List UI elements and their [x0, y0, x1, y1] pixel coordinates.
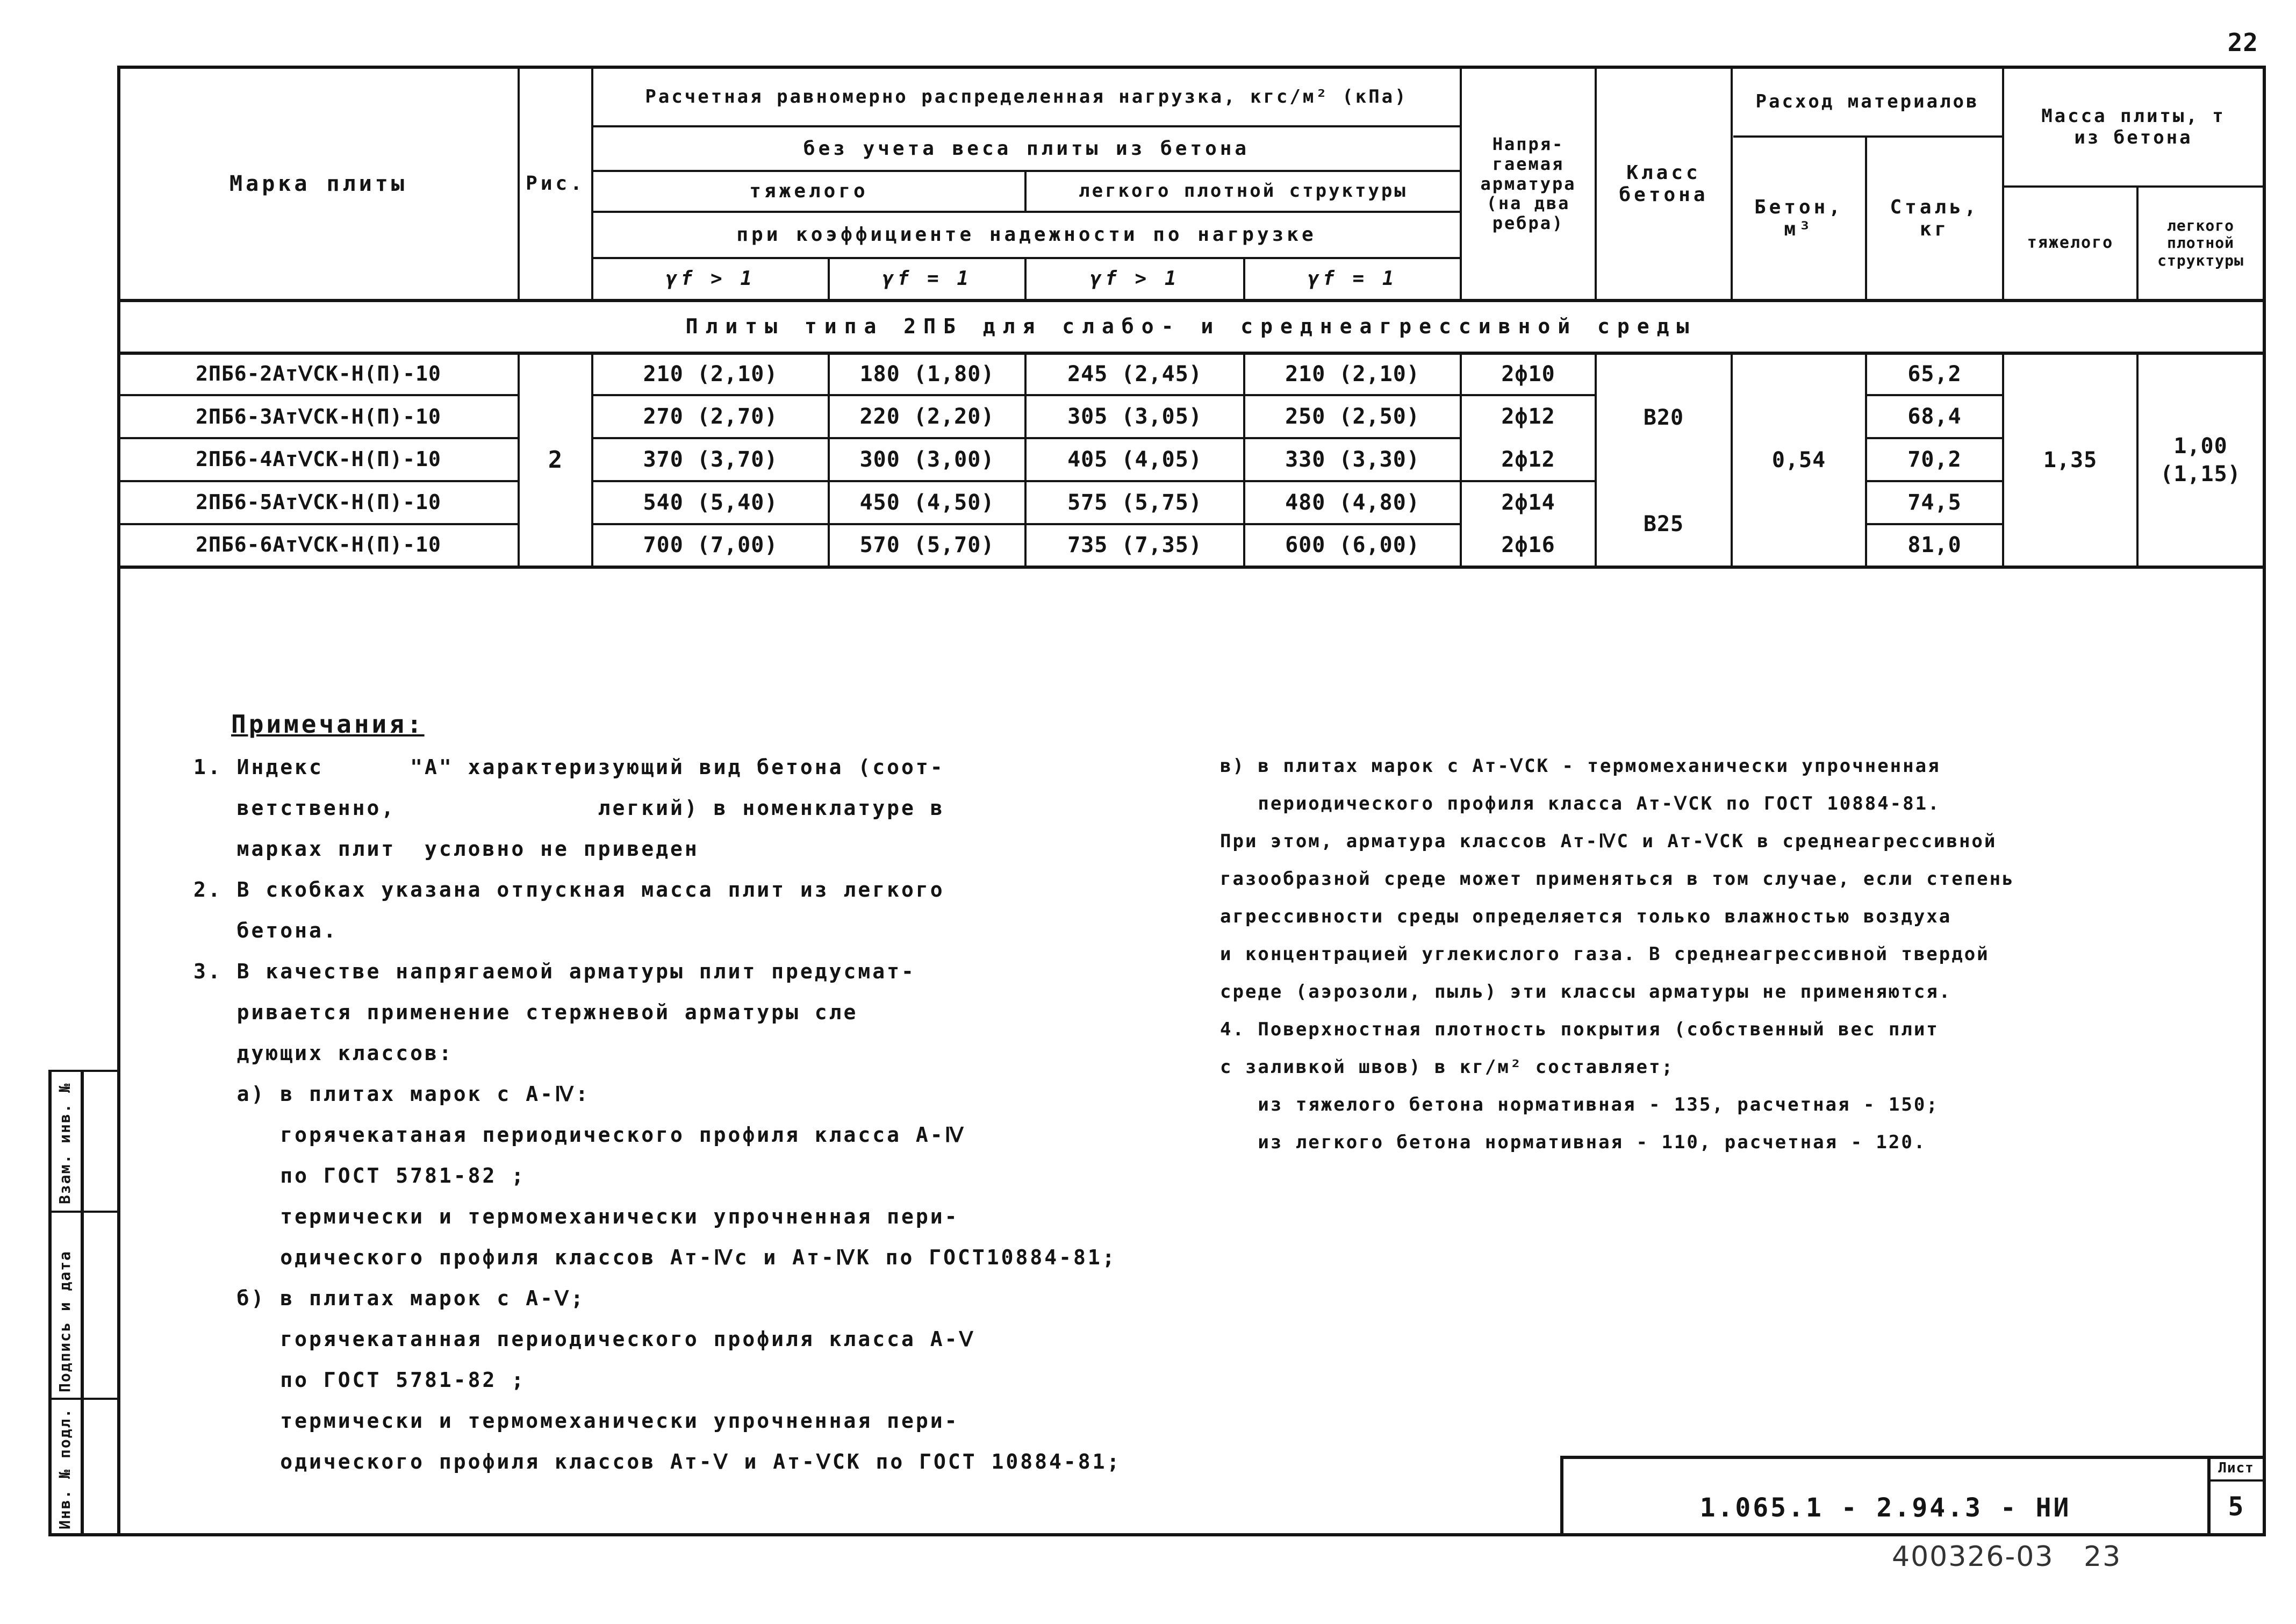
header-light: легкого плотной структуры [1079, 180, 1408, 202]
label-sign-date: Подпись и дата [56, 1250, 74, 1392]
note-line-left: термически и термомеханически упрочненная пери- [193, 1409, 959, 1433]
note-line-right: из легкого бетона нормативная - 110, расчетная - 120. [1220, 1132, 1927, 1153]
row-rebar: 2ф14 [1501, 490, 1555, 515]
row-mark: 2ПБ6-5АтⅤСК-Н(П)-10 [196, 490, 441, 514]
binding-strip-top [48, 1070, 118, 1072]
row-load-light-gf-eq: 250 (2,50) [1285, 404, 1420, 430]
section-title: Плиты типа 2ПБ для слабо- и среднеагрессивной среды [685, 314, 1697, 339]
row-load-heavy-gf-gt: 270 (2,70) [643, 404, 778, 430]
note-line-right: При этом, арматура классов Ат-ⅣС и Ат-ⅤСК в среднеагрессивной [1220, 831, 1997, 852]
row-steel: 68,4 [1907, 404, 1962, 430]
grid-h-row-1c [1865, 394, 2002, 396]
header-gf-4: γf = 1 [1308, 268, 1397, 290]
row-load-light-gf-gt: 575 (5,75) [1067, 490, 1202, 515]
note-line-left: 1. Индекс "А" характеризующий вид бетона (соот- [193, 755, 945, 779]
header-load: Расчетная равномерно распределенная нагрузка, кгс/м² (кПа) [645, 85, 1408, 108]
binding-divider-2 [48, 1398, 118, 1400]
binding-strip-mid [81, 1070, 84, 1536]
header-gf-2: γf = 1 [882, 268, 972, 290]
page-number: 22 [2227, 28, 2258, 57]
note-line-right: и концентрацией углекислого газа. В среднеагрессивной твердой [1220, 943, 1990, 965]
binding-strip-left [48, 1070, 52, 1536]
header-coef: при коэффициенте надежности по нагрузке [736, 224, 1317, 246]
row-steel: 70,2 [1907, 447, 1962, 472]
notes-title: Примечания: [231, 710, 425, 739]
row-mark: 2ПБ6-2АтⅤСК-Н(П)-10 [196, 361, 441, 385]
note-line-right: периодического профиля класса Ат-ⅤСК по ГОСТ 10884-81. [1220, 793, 1941, 814]
row-rebar: 2ф12 [1501, 447, 1555, 472]
note-line-right: в) в плитах марок с Ат-ⅤСК - термомеханически упрочненная [1220, 755, 1941, 777]
row-load-heavy-gf-gt: 370 (3,70) [643, 447, 778, 472]
note-line-left: одического профиля классов Ат-Ⅳс и Ат-ⅣК по ГОСТ10884-81; [193, 1246, 1117, 1269]
header-heavy: тяжелого [749, 180, 869, 203]
header-mass-light: легкого плотной структуры [2157, 217, 2244, 269]
note-line-left: ветственно, легкий) в номенклатуре в [193, 796, 945, 820]
note-line-left: по ГОСТ 5781-82 ; [193, 1164, 526, 1187]
row-load-light-gf-gt: 245 (2,45) [1067, 361, 1202, 387]
mass-light-value: 1,00 (1,15) [2160, 434, 2241, 487]
row-mark: 2ПБ6-3АтⅤСК-Н(П)-10 [196, 404, 441, 428]
row-steel: 74,5 [1907, 490, 1962, 515]
header-fig: Рис. [526, 173, 585, 195]
note-line-right: газообразной среде может применяться в том случае, если степень [1220, 868, 2015, 890]
fig-value: 2 [548, 446, 563, 474]
header-rebar: Напря- гаемая арматура (на два ребра) [1480, 134, 1576, 234]
header-mass-heavy: тяжелого [2027, 233, 2114, 253]
class-b20: В20 [1643, 405, 1684, 430]
row-load-light-gf-eq: 600 (6,00) [1285, 533, 1420, 558]
note-line-right: с заливкой швов) в кг/м² составляет; [1220, 1056, 1674, 1078]
note-line-right: агрессивности среды определяется только влажностью воздуха [1220, 906, 1952, 927]
row-load-light-gf-eq: 330 (3,30) [1285, 447, 1420, 472]
row-rebar: 2ф10 [1501, 361, 1555, 387]
row-load-light-gf-gt: 405 (4,05) [1067, 447, 1202, 472]
header-without-weight: без учета веса плиты из бетона [803, 137, 1250, 160]
note-line-left: по ГОСТ 5781-82 ; [193, 1368, 526, 1392]
row-load-heavy-gf-gt: 210 (2,10) [643, 361, 778, 387]
row-mark: 2ПБ6-4АтⅤСК-Н(П)-10 [196, 447, 441, 471]
header-gf-1: γf > 1 [665, 268, 756, 290]
header-concrete-class: Класс бетона [1619, 161, 1709, 206]
note-line-left: марках плит условно не приведен [193, 837, 699, 861]
row-load-heavy-gf-eq: 180 (1,80) [859, 361, 995, 387]
note-line-left: дующих классов: [193, 1041, 454, 1065]
header-steel: Сталь, кг [1890, 196, 1979, 240]
row-rebar: 2ф12 [1501, 404, 1555, 430]
mass-heavy-value: 1,35 [2043, 448, 2098, 473]
grid-h-row-1 [117, 394, 518, 396]
row-steel: 65,2 [1907, 361, 1962, 387]
note-line-left: одического профиля классов Ат-Ⅴ и Ат-ⅤСК по ГОСТ 10884-81; [193, 1450, 1122, 1473]
header-gf-3: γf > 1 [1090, 268, 1180, 290]
row-load-heavy-gf-eq: 300 (3,00) [859, 447, 995, 472]
stamp-top [1560, 1456, 2266, 1459]
note-line-left: б) в плитах марок с А-Ⅴ; [193, 1286, 585, 1310]
stamp-handwritten: 400326-03 23 [1892, 1541, 2122, 1573]
label-inv-dup: Взам. инв. № [56, 1082, 74, 1204]
header-concrete-m3: Бетон, м³ [1754, 196, 1844, 240]
row-load-heavy-gf-eq: 570 (5,70) [859, 533, 995, 558]
note-line-right: среде (аэрозоли, пыль) эти классы арматуры не применяются. [1220, 981, 1952, 1003]
note-line-right: из тяжелого бетона нормативная - 135, расчетная - 150; [1220, 1094, 1939, 1115]
header-mark: Марка плиты [229, 171, 407, 196]
row-load-light-gf-gt: 735 (7,35) [1067, 533, 1202, 558]
row-load-heavy-gf-gt: 700 (7,00) [643, 533, 778, 558]
header-materials: Расход материалов [1755, 91, 1979, 113]
note-line-left: термически и термомеханически упрочненная пери- [193, 1205, 959, 1228]
note-line-left: 2. В скобках указана отпускная масса плит из легкого [193, 878, 945, 902]
note-line-right: 4. Поверхностная плотность покрытия (собственный вес плит [1220, 1019, 1939, 1040]
class-b25: В25 [1643, 511, 1684, 536]
note-line-left: горячекатанная периодического профиля класса А-Ⅴ [193, 1327, 975, 1351]
row-load-heavy-gf-eq: 450 (4,50) [859, 490, 995, 515]
header-mass: Масса плиты, т из бетона [2041, 105, 2226, 148]
binding-divider-1 [48, 1211, 118, 1213]
row-mark: 2ПБ6-6АтⅤСК-Н(П)-10 [196, 533, 441, 557]
label-inv-orig: Инв. № подл. [56, 1407, 74, 1529]
row-load-light-gf-eq: 480 (4,80) [1285, 490, 1420, 515]
row-rebar: 2ф16 [1501, 533, 1555, 558]
stamp-sheet-label: Лист [2218, 1460, 2254, 1477]
note-line-left: а) в плитах марок с А-Ⅳ: [193, 1082, 590, 1106]
row-load-heavy-gf-eq: 220 (2,20) [859, 404, 995, 430]
stamp-code: 1.065.1 - 2.94.3 - НИ [1699, 1493, 2071, 1523]
stamp-sheet-number: 5 [2228, 1492, 2244, 1522]
note-line-left: ривается применение стержневой арматуры сле [193, 1000, 858, 1024]
row-load-light-gf-eq: 210 (2,10) [1285, 361, 1420, 387]
grid-h-row-1b [591, 394, 1596, 396]
frame-right [2263, 66, 2266, 1536]
note-line-left: бетона. [193, 919, 338, 942]
row-load-heavy-gf-gt: 540 (5,40) [643, 490, 778, 515]
row-load-light-gf-gt: 305 (3,05) [1067, 404, 1202, 430]
concrete-volume: 0,54 [1771, 448, 1826, 473]
frame-bottom [48, 1533, 2266, 1536]
row-steel: 81,0 [1907, 533, 1962, 558]
note-line-left: горячекатаная периодического профиля класса А-Ⅳ [193, 1123, 966, 1147]
note-line-left: 3. В качестве напрягаемой арматуры плит предусмат- [193, 960, 916, 983]
grid-h-table-bottom [117, 566, 2266, 569]
